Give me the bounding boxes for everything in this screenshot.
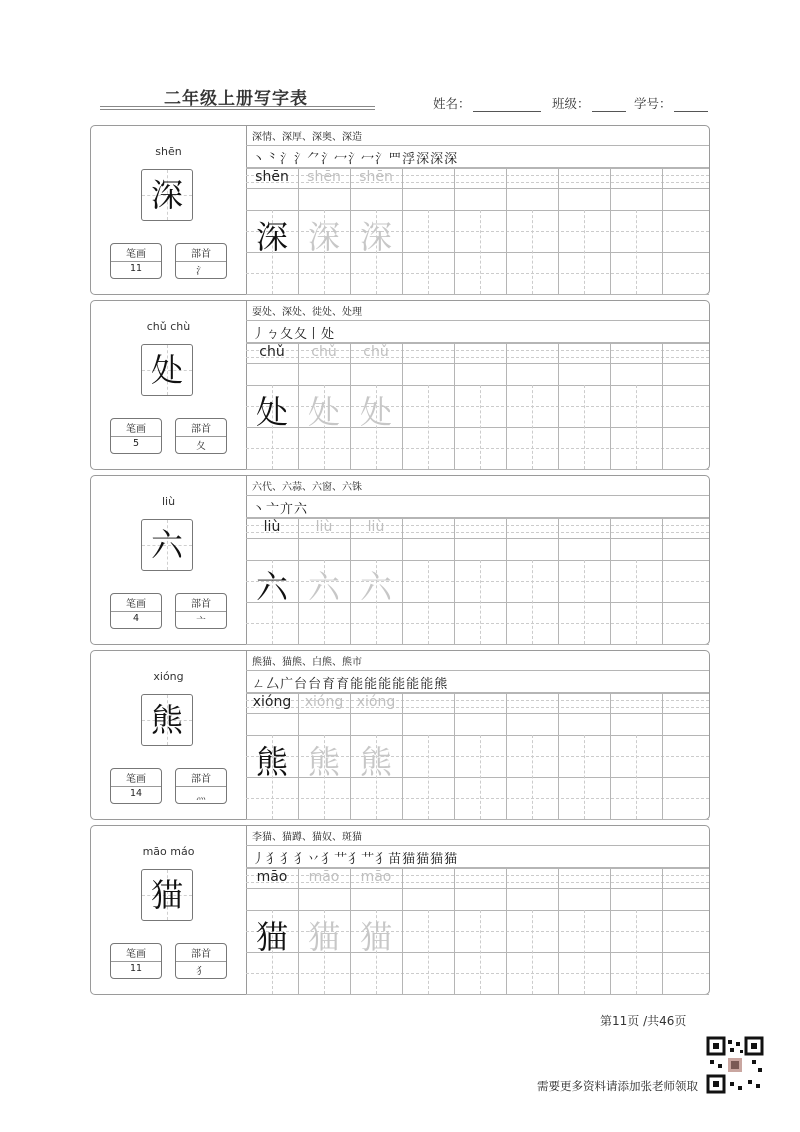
stroke-count-label: 笔画 <box>126 774 146 785</box>
stroke-step: 能 <box>364 673 377 693</box>
practice-character: 六 <box>307 568 340 606</box>
stroke-step: 厶 <box>266 673 279 693</box>
practice-pinyin: shēn <box>255 169 289 185</box>
character-glyph: 深 <box>150 176 183 214</box>
stroke-count-box <box>110 593 162 629</box>
practice-grid[interactable] <box>246 518 709 644</box>
practice-grid[interactable] <box>246 868 709 994</box>
practice-pinyin: shēn <box>359 169 393 185</box>
practice-character: 猫 <box>255 918 288 956</box>
stroke-step: 能 <box>420 673 433 693</box>
stroke-count-box <box>110 768 162 804</box>
stroke-step: 丶 <box>252 498 265 518</box>
stroke-count-label: 笔画 <box>126 949 146 960</box>
stroke-step: 亣 <box>280 498 293 518</box>
practice-area <box>246 301 709 469</box>
student-no-label: 学号： <box>634 96 672 111</box>
stroke-step: 氵冖 <box>348 148 374 168</box>
character-info <box>91 826 247 994</box>
radical-label: 部首 <box>191 599 211 610</box>
stroke-step: 犭苗 <box>375 848 401 868</box>
stroke-step: 熊 <box>434 677 448 692</box>
class-field[interactable] <box>552 94 626 112</box>
stroke-step: 猫 <box>416 848 429 868</box>
stroke-step: 犭丷 <box>294 848 320 868</box>
stroke-order <box>252 148 458 165</box>
character-box <box>141 519 193 571</box>
character-glyph: 猫 <box>150 876 183 914</box>
practice-character: 六 <box>255 568 288 606</box>
stroke-order <box>252 673 448 690</box>
character-pinyin: liù <box>161 495 176 508</box>
character-info <box>91 126 247 294</box>
radical-box <box>175 418 227 454</box>
stroke-count-label: 笔画 <box>126 424 146 435</box>
stroke-step: 夂 <box>280 323 293 343</box>
class-blank[interactable] <box>592 99 626 112</box>
stroke-step: 广 <box>280 673 293 693</box>
practice-grid[interactable] <box>246 168 709 294</box>
stroke-step: 深 <box>430 148 443 168</box>
radical-label: 部首 <box>191 249 211 260</box>
character-glyph: 六 <box>150 526 183 564</box>
stroke-count-value: 11 <box>129 263 143 274</box>
radical-label: 部首 <box>191 774 211 785</box>
practice-area <box>246 126 709 294</box>
footer-note: 需要更多资料请添加张老师领取 <box>537 1079 698 1093</box>
stroke-step: 氵 <box>280 148 293 168</box>
radical-box <box>175 768 227 804</box>
qr-code-icon[interactable] <box>706 1036 764 1094</box>
practice-pinyin: chǔ <box>311 344 337 360</box>
stroke-step: 台 <box>308 673 321 693</box>
stroke-step: 丿 <box>252 323 265 343</box>
character-box <box>141 344 193 396</box>
stroke-order <box>252 848 458 865</box>
radical-value: 犭 <box>196 966 206 977</box>
practice-pinyin: liù <box>367 519 385 535</box>
stroke-count-value: 14 <box>129 788 143 799</box>
stroke-step: 夂丨 <box>294 323 320 343</box>
title-underline <box>100 106 375 107</box>
practice-area <box>246 476 709 644</box>
stroke-step: 处 <box>321 327 335 342</box>
character-box <box>141 869 193 921</box>
practice-pinyin: liù <box>315 519 333 535</box>
practice-character: 熊 <box>255 743 288 781</box>
practice-pinyin: xióng <box>356 694 396 710</box>
practice-area <box>246 826 709 994</box>
practice-pinyin: shēn <box>307 169 341 185</box>
example-words: 六代、六蒜、六窗、六铢 <box>252 482 362 493</box>
example-words: 熊猫、猫熊、白熊、熊市 <box>252 657 362 668</box>
practice-area <box>246 651 709 819</box>
practice-character: 猫 <box>359 918 392 956</box>
practice-character: 熊 <box>307 743 340 781</box>
character-card <box>90 825 710 995</box>
practice-pinyin: māo <box>360 869 392 885</box>
radical-value: 灬 <box>196 791 206 802</box>
stroke-step: 猫 <box>402 848 415 868</box>
stroke-step: 犭艹 <box>348 848 374 868</box>
practice-character: 深 <box>359 218 392 256</box>
stroke-count-value: 4 <box>132 613 140 624</box>
stroke-step: 猫 <box>444 852 458 867</box>
practice-pinyin: xióng <box>252 694 292 710</box>
character-card <box>90 475 710 645</box>
stroke-step: 能 <box>406 673 419 693</box>
stroke-step: 能 <box>392 673 405 693</box>
character-card <box>90 300 710 470</box>
radical-box <box>175 593 227 629</box>
character-info <box>91 301 247 469</box>
stroke-step: 氵⺈ <box>294 148 320 168</box>
character-glyph: 熊 <box>150 701 183 739</box>
stroke-step: 台 <box>294 673 307 693</box>
practice-character: 处 <box>359 393 392 431</box>
character-pinyin: chǔ chù <box>146 320 191 333</box>
class-label: 班级： <box>552 96 590 111</box>
practice-character: 处 <box>255 393 288 431</box>
stroke-step: 浮 <box>402 148 415 168</box>
practice-character: 深 <box>307 218 340 256</box>
stroke-step: ⺀ <box>266 148 279 168</box>
stroke-step: 犭 <box>266 848 279 868</box>
student-no-field[interactable] <box>634 94 708 112</box>
practice-pinyin: chǔ <box>259 344 285 360</box>
practice-character: 深 <box>255 218 288 256</box>
example-words: 耍处、深处、徙处、处理 <box>252 307 362 318</box>
stroke-step: 育 <box>336 673 349 693</box>
name-blank[interactable] <box>473 99 541 112</box>
page-title: 二年级上册写字表 <box>164 89 308 109</box>
stroke-step: 亠 <box>266 498 279 518</box>
practice-pinyin: liù <box>263 519 281 535</box>
practice-character: 熊 <box>359 743 392 781</box>
stroke-count-box <box>110 943 162 979</box>
practice-pinyin: xióng <box>304 694 344 710</box>
stroke-step: 能 <box>378 673 391 693</box>
stroke-step: 猫 <box>430 848 443 868</box>
stroke-count-value: 11 <box>129 963 143 974</box>
stroke-count-box <box>110 243 162 279</box>
stroke-step: 丶 <box>252 148 265 168</box>
practice-character: 处 <box>307 393 340 431</box>
stroke-step: 犭 <box>280 848 293 868</box>
page-number: 第11页 /共46页 <box>600 1014 687 1028</box>
character-card <box>90 650 710 820</box>
radical-box <box>175 243 227 279</box>
stroke-count-label: 笔画 <box>126 599 146 610</box>
stroke-step: ㄅ <box>266 323 279 343</box>
stroke-step: 氵罒 <box>375 148 401 168</box>
character-glyph: 处 <box>150 351 183 389</box>
example-words: 李猫、猫蹲、猫奴、斑猫 <box>252 832 362 843</box>
character-box <box>141 694 193 746</box>
radical-label: 部首 <box>191 424 211 435</box>
example-words: 深情、深厚、深奥、深造 <box>252 132 362 143</box>
character-info <box>91 651 247 819</box>
radical-value: 亠 <box>196 616 206 627</box>
stroke-step: 深 <box>444 152 458 167</box>
stroke-step: 育 <box>322 673 335 693</box>
stroke-step: 丿 <box>252 848 265 868</box>
stroke-order <box>252 498 308 515</box>
practice-pinyin: māo <box>308 869 340 885</box>
practice-grid[interactable] <box>246 343 709 469</box>
stroke-step: 氵冖 <box>321 148 347 168</box>
practice-grid[interactable] <box>246 693 709 819</box>
name-label: 姓名： <box>433 96 471 111</box>
stroke-step: 六 <box>294 502 308 517</box>
practice-pinyin: chǔ <box>363 344 389 360</box>
radical-box <box>175 943 227 979</box>
stroke-order <box>252 323 335 340</box>
stroke-count-box <box>110 418 162 454</box>
character-pinyin: shēn <box>155 145 182 158</box>
title-underline-2 <box>100 109 375 110</box>
stroke-step: ㄥ <box>252 673 265 693</box>
radical-value: 夂 <box>196 441 206 452</box>
practice-character: 猫 <box>307 918 340 956</box>
practice-pinyin: māo <box>256 869 288 885</box>
character-info <box>91 476 247 644</box>
name-field[interactable] <box>433 94 541 112</box>
stroke-count-value: 5 <box>132 438 140 449</box>
stroke-step: 深 <box>416 148 429 168</box>
stroke-step: 犭艹 <box>321 848 347 868</box>
character-pinyin: xióng <box>153 670 184 683</box>
stroke-count-label: 笔画 <box>126 249 146 260</box>
character-pinyin: māo máo <box>142 845 195 858</box>
character-box <box>141 169 193 221</box>
stroke-step: 能 <box>350 673 363 693</box>
radical-label: 部首 <box>191 949 211 960</box>
practice-character: 六 <box>359 568 392 606</box>
student-no-blank[interactable] <box>674 99 708 112</box>
character-card <box>90 125 710 295</box>
radical-value: 氵 <box>196 266 206 277</box>
